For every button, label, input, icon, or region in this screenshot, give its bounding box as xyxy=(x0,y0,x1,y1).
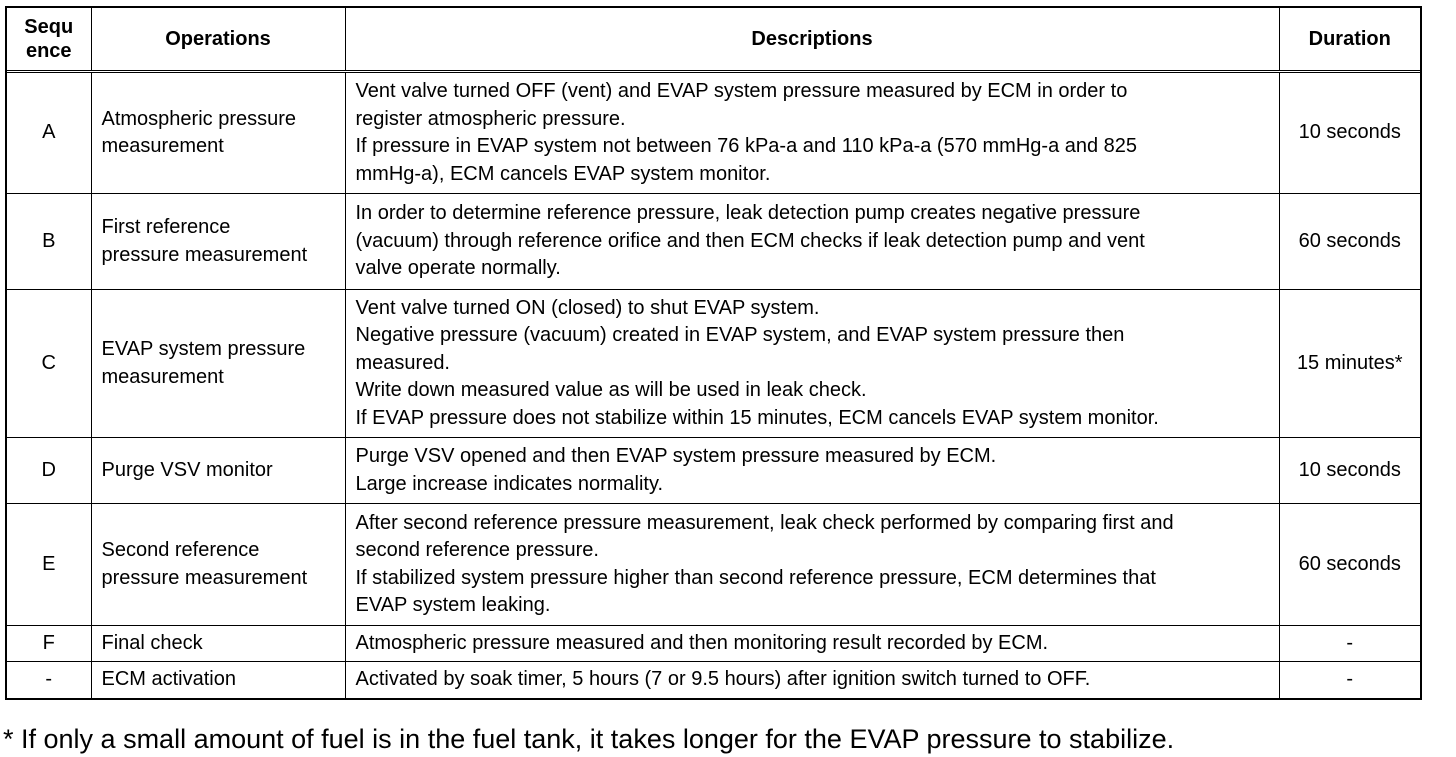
cell-operation xyxy=(91,662,345,698)
cell-sequence: E xyxy=(7,504,91,626)
cell-duration: - xyxy=(1279,626,1420,662)
cell-description xyxy=(345,194,1279,290)
cell-sequence: - xyxy=(7,662,91,698)
table-row xyxy=(7,438,1420,504)
description-line: measured. xyxy=(355,351,450,374)
cell-operation xyxy=(91,504,345,626)
cell-sequence: C xyxy=(7,290,91,438)
description-line: Negative pressure (vacuum) created in EVAP system, and EVAP system pressure then xyxy=(355,324,1125,347)
description-line: Write down measured value as will be used in leak check. xyxy=(355,379,867,402)
cell-operation xyxy=(91,438,345,504)
cell-description xyxy=(345,504,1279,626)
cell-operation xyxy=(91,626,345,662)
cell-description xyxy=(345,662,1279,698)
table-row xyxy=(7,194,1420,290)
description-line: After second reference pressure measurement, leak check performed by comparing first and xyxy=(355,511,1174,534)
cell-duration: 10 seconds xyxy=(1279,72,1420,194)
cell-description xyxy=(345,290,1279,438)
operation-line: measurement xyxy=(101,365,224,388)
description-line: If EVAP pressure does not stabilize within 15 minutes, ECM cancels EVAP system monitor. xyxy=(355,406,1159,429)
description-line: second reference pressure. xyxy=(355,539,599,561)
header-duration: Duration xyxy=(1279,8,1420,72)
header-sequence xyxy=(7,8,91,72)
operation-line: First reference xyxy=(101,216,231,238)
cell-operation xyxy=(91,72,345,194)
cell-duration: 60 seconds xyxy=(1279,504,1420,626)
description-line: Large increase indicates normality. xyxy=(355,472,664,495)
operation-line: EVAP system pressure xyxy=(101,338,306,360)
cell-operation xyxy=(91,194,345,290)
cell-duration: 60 seconds xyxy=(1279,194,1420,290)
cell-description xyxy=(345,626,1279,662)
operation-line: Purge VSV monitor xyxy=(101,458,273,481)
description-line: In order to determine reference pressure, leak detection pump creates negative pressure xyxy=(355,202,1141,225)
cell-sequence: D xyxy=(7,438,91,504)
operation-line: pressure measurement xyxy=(101,566,308,589)
header-sequence-line-1: Sequ xyxy=(24,16,74,38)
description-line: Vent valve turned OFF (vent) and EVAP system pressure measured by ECM in order to xyxy=(355,80,1128,102)
description-line: (vacuum) through reference orifice and then ECM checks if leak detection pump and vent xyxy=(355,229,1145,252)
operation-line: Atmospheric pressure xyxy=(101,107,297,130)
table-body xyxy=(7,72,1420,698)
cell-duration: - xyxy=(1279,662,1420,698)
description-line: If stabilized system pressure higher than second reference pressure, ECM determines that xyxy=(355,566,1156,589)
description-line: Purge VSV opened and then EVAP system pressure measured by ECM. xyxy=(355,445,997,467)
operation-line: measurement xyxy=(101,135,224,157)
header-descriptions: Descriptions xyxy=(345,8,1279,72)
footnote: * If only a small amount of fuel is in the fuel tank, it takes longer for the EVAP pressure to stabilize. xyxy=(3,724,1175,754)
description-line: Vent valve turned ON (closed) to shut EVAP system. xyxy=(355,296,820,319)
table-header-row xyxy=(7,8,1420,72)
cell-sequence: A xyxy=(7,72,91,194)
operation-line: ECM activation xyxy=(101,668,236,690)
description-line: Activated by soak timer, 5 hours (7 or 9.5 hours) after ignition switch turned to OFF. xyxy=(355,668,1091,690)
cell-sequence: B xyxy=(7,194,91,290)
description-line: mmHg-a), ECM cancels EVAP system monitor. xyxy=(355,162,771,185)
operation-line: Final check xyxy=(101,631,203,654)
header-sequence-line-2: ence xyxy=(25,40,72,62)
cell-operation xyxy=(91,290,345,438)
evap-monitor-table xyxy=(7,8,1420,698)
description-line: Atmospheric pressure measured and then monitoring result recorded by ECM. xyxy=(355,631,1049,654)
description-line: EVAP system leaking. xyxy=(355,594,551,616)
table-row xyxy=(7,626,1420,662)
table-row xyxy=(7,662,1420,698)
description-line: If pressure in EVAP system not between 76 kPa-a and 110 kPa-a (570 mmHg-a and 825 xyxy=(355,135,1138,157)
table-row xyxy=(7,504,1420,626)
cell-sequence: F xyxy=(7,626,91,662)
table-row xyxy=(7,72,1420,194)
cell-description xyxy=(345,72,1279,194)
description-line: register atmospheric pressure. xyxy=(355,107,626,130)
header-operations: Operations xyxy=(91,8,345,72)
description-line: valve operate normally. xyxy=(355,257,561,280)
table-row xyxy=(7,290,1420,438)
operation-line: pressure measurement xyxy=(101,243,308,266)
cell-duration: 10 seconds xyxy=(1279,438,1420,504)
cell-duration: 15 minutes* xyxy=(1279,290,1420,438)
evap-monitor-table-frame xyxy=(5,6,1422,700)
cell-description xyxy=(345,438,1279,504)
operation-line: Second reference xyxy=(101,539,260,561)
